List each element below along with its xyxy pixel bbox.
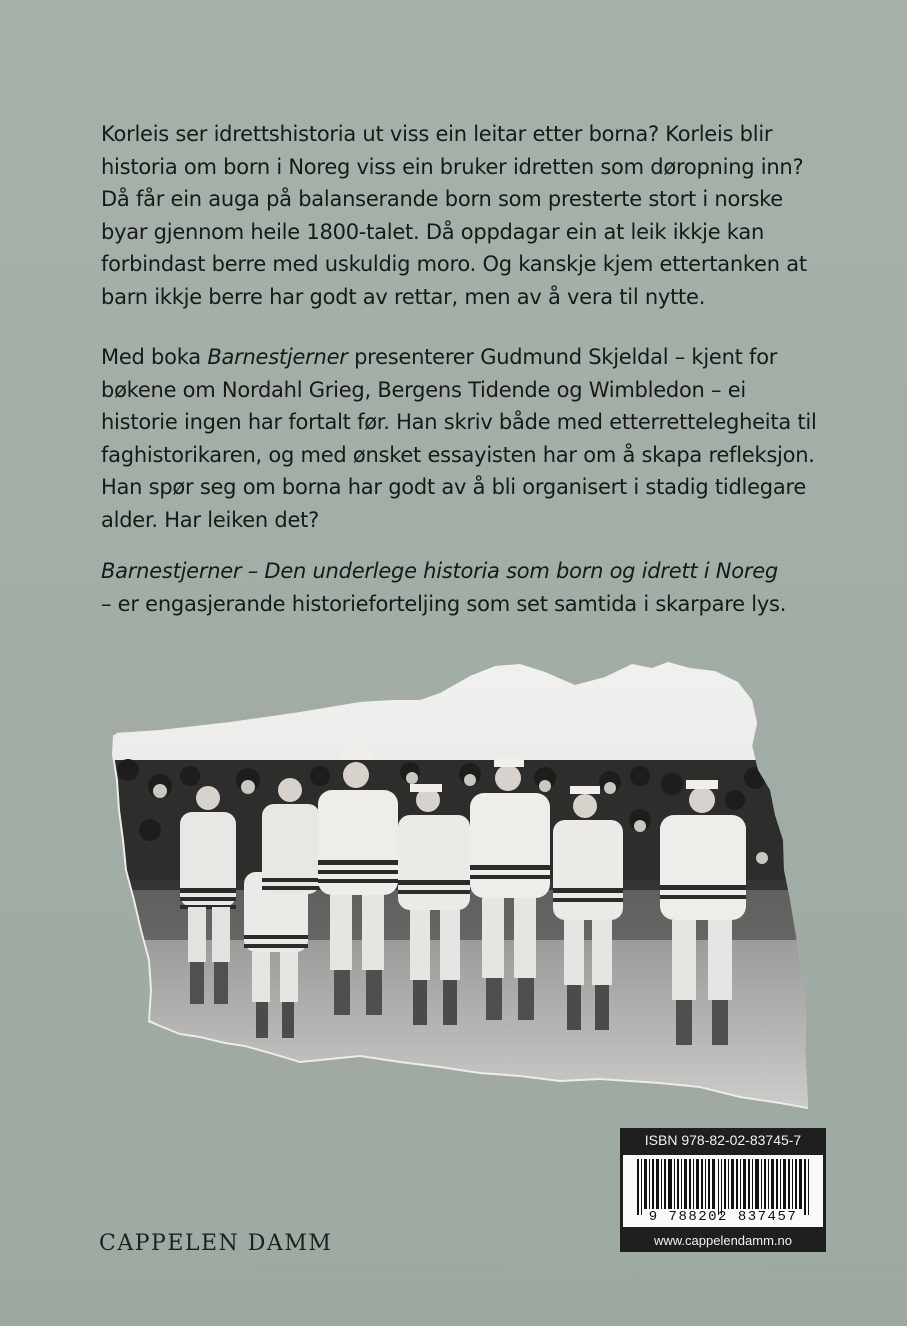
- barcode-digits: 9 788202 837457: [648, 1209, 798, 1225]
- publisher-url: www.cappelendamm.no: [620, 1230, 826, 1252]
- blurb-2-body: presenterer Gudmund Skjeldal – kjent for bøkene om Nordahl Grieg, Bergens Tidende og Wimbledon – ei historie ingen har fortalt før. Han skriv både med etterrettelegheita til faghistorikaren, og med ønsket essayisten har om å skapa refleksjon. Han spør seg om borna har godt av å bli organisert i stadig tidlegare alder. Har leiken det?: [101, 345, 817, 532]
- barcode-frame: [620, 1152, 826, 1230]
- blurb-3-body: – er engasjerande historieforteljing som set samtida i skarpare lys.: [101, 591, 787, 616]
- publisher-name: CAPPELEN DAMM: [99, 1231, 333, 1256]
- isbn-barcode-block: [620, 1128, 826, 1252]
- blurb-2-intro: Med boka: [101, 345, 208, 369]
- publisher-logo: [99, 1231, 332, 1256]
- barcode: [623, 1155, 823, 1227]
- full-title-italic: Barnestjerner – Den underlege historia som born og idrett i Noreg: [101, 559, 778, 583]
- isbn-label: ISBN 978-82-02-83745-7: [620, 1128, 826, 1152]
- blurb-text-1: Korleis ser idrettshistoria ut viss ein leitar etter borna? Korleis blir historia om born i Noreg viss ein bruker idretten som døropning inn? Då får ein auga på balanserande born som presterte stort i norske byar gjennom heile 1800-talet. Då oppdagar ein at leik ikkje kan forbindast berre med uskuldig moro. Og kanskje kjem ettertanken at barn ikkje berre har godt av rettar, men av å vera til nytte.: [101, 122, 807, 309]
- book-title-italic: Barnestjerner: [207, 345, 348, 369]
